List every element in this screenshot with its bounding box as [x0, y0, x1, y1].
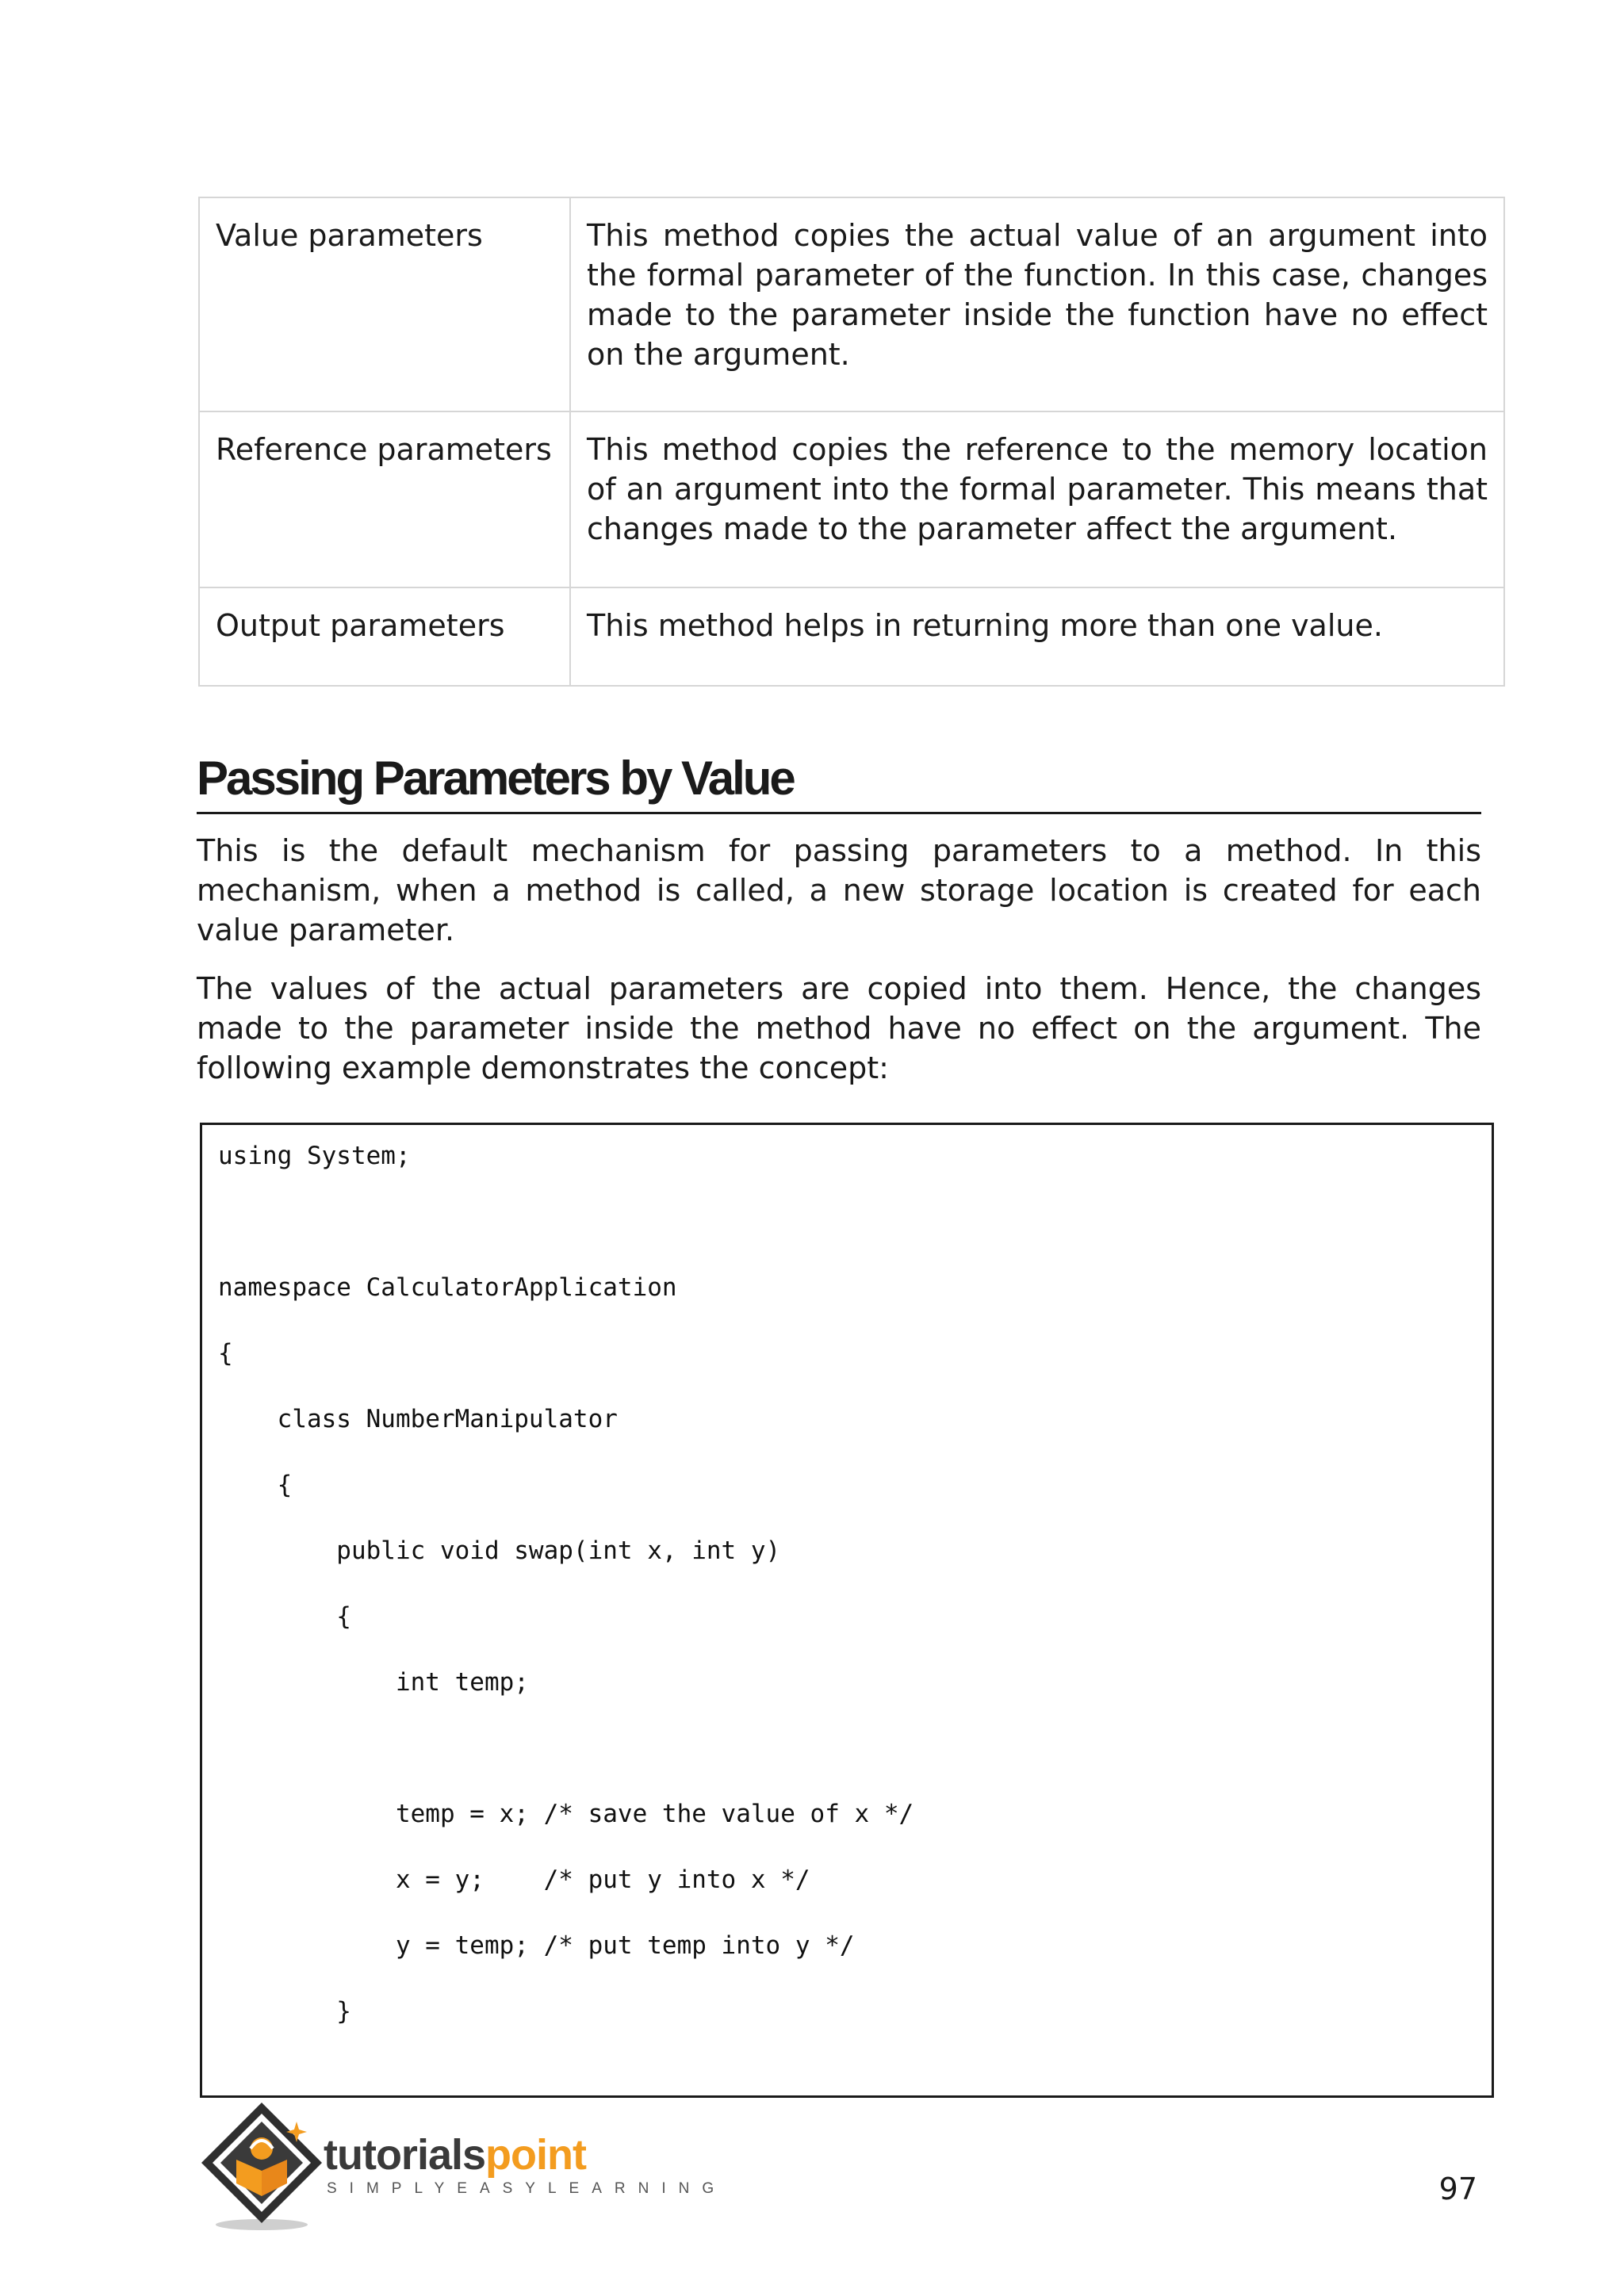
code-line: { [218, 1339, 233, 1368]
code-line: int temp; [218, 1668, 529, 1697]
parameter-name-cell: Value parameters [199, 197, 570, 411]
code-block [200, 1123, 1494, 2098]
logo-emblem-icon [195, 2098, 330, 2233]
table-row [199, 411, 1504, 587]
tutorialspoint-logo [195, 2098, 727, 2233]
table-row [199, 197, 1504, 411]
code-line: x = y; /* put y into x */ [218, 1866, 810, 1894]
parameter-name-cell: Output parameters [199, 587, 570, 686]
table-row [199, 587, 1504, 686]
code-line: using System; [218, 1142, 411, 1170]
logo-tagline: SIMPLYEASYLEARNING [327, 2180, 727, 2197]
logo-word-tutorials: tutorials [324, 2131, 486, 2179]
code-line: { [218, 1471, 293, 1499]
code-line: namespace CalculatorApplication [218, 1273, 677, 1302]
body-paragraph: The values of the actual parameters are copied into them. Hence, the changes made to the parameter inside the method have no effect on the argument. The following example demonstrates the concept: [197, 971, 1481, 1085]
code-line: { [218, 1602, 351, 1631]
logo-word-point: point [485, 2131, 586, 2179]
parameter-name-cell: Reference parameters [199, 411, 570, 587]
parameter-description-cell: This method copies the reference to the memory location of an argument into the formal parameter. This means that changes made to the parameter affect the argument. [570, 411, 1504, 587]
parameter-description-cell: This method helps in returning more than one value. [570, 587, 1504, 686]
body-paragraph: This is the default mechanism for passing parameters to a method. In this mechanism, when a method is called, a new storage location is created for each value parameter. [197, 833, 1481, 947]
code-line: public void swap(int x, int y) [218, 1536, 781, 1565]
section-heading: Passing Parameters by Value [197, 747, 1481, 814]
code-line: y = temp; /* put temp into y */ [218, 1931, 855, 1960]
code-line: temp = x; /* save the value of x */ [218, 1800, 914, 1828]
code-line: class NumberManipulator [218, 1405, 618, 1433]
code-line [218, 1202, 1476, 1268]
logo-wordmark [324, 2131, 586, 2179]
code-line: } [218, 1997, 351, 2026]
parameter-table [198, 197, 1505, 687]
parameter-description-cell: This method copies the actual value of an argument into the formal parameter of the function. In this case, changes made to the parameter inside the function have no effect on the argument. [570, 197, 1504, 411]
code-line [218, 1728, 1476, 1794]
page-number: 97 [1438, 2172, 1477, 2206]
